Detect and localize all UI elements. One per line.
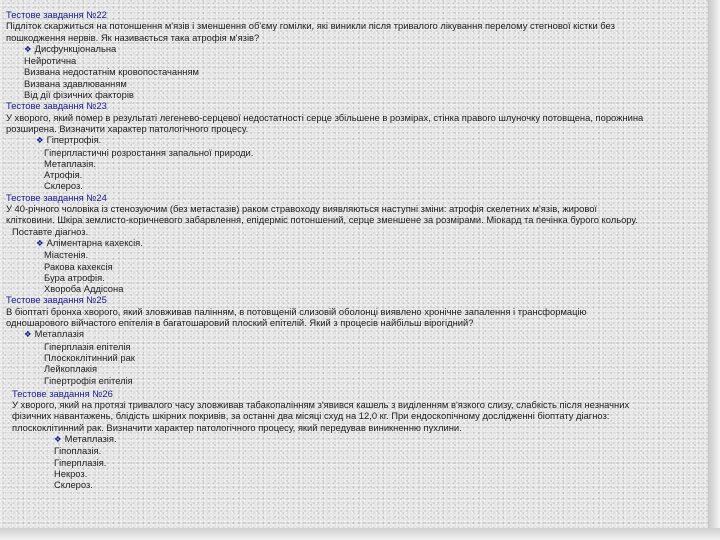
task-26-title: Тестове завдання №26 [12,387,113,399]
task-24-option: Хвороба Аддісона [44,283,124,295]
task-23-option: Гіперпластичні розростання запальної природи. [44,146,254,158]
task-22-option: Визвана здавлюванням [24,77,127,89]
task-22-option: Визвана недостатнім кровопостачанням [24,66,199,78]
test-tasks-content [6,9,702,490]
task-26-option: Гіпоплазія. [54,445,102,457]
diamond-marker-icon: ❖ [36,237,44,248]
task-25-option: Плоскоклітинний рак [44,351,135,363]
diamond-marker-icon: ❖ [24,43,32,54]
task-22-title: Тестове завдання №22 [6,9,107,20]
diamond-marker-icon: ❖ [54,433,62,444]
task-23-option-correct: ❖ Гіпертрофія. [36,134,102,146]
task-22-question-line: пошкодження нервів. Як називається така атрофія м'язів? [6,31,260,43]
task-24-question-line: клітковини. Шкіра землисто-коричневого забарвлення, епідерміс потоншений, серце зменшене за розмірами. Міокард та печінка бурого кольору. [6,214,638,226]
task-22-option: Від дії фізичних факторів [24,89,134,101]
task-26-option: Некроз. [54,467,88,479]
task-23-question-line: У хворого, який помер в результаті легенево-серцевої недостатності серце збільшене в розмірах, стінка правого шлуночку потовщена, порожнина [6,111,644,123]
task-23-option: Метаплазія. [44,157,96,169]
task-25-question-line: одношарового війчастого епітелія в багатошаровий плоский епітелій. Який з процесів найбільш вірогідний? [6,317,474,329]
task-25-option: Гіперплазія епітелія [44,340,131,352]
task-26-question-line: плоскоклітинний рак. Визначити характер патологічного процесу, який передував виникненню пухлини. [12,421,462,433]
task-26-question-line: фізичних навантажень, блідість шкірних покривів, за останні два місяці схуд на 12,0 кг. При ендоскопічному дослідженні біоптату діагноз: [12,410,610,422]
task-24-question-line: Поставте діагноз. [12,225,89,237]
task-26-option-correct: ❖ Метаплазія. [54,432,117,444]
task-22-option: Нейротична [24,55,77,67]
task-24-option: Ракова кахексія [44,260,113,272]
task-22-question-line: Підліток скаржиться на потоншення м'язів і зменшення об'єму гомілки, які виникли після тривалого лікування перелому стегнової кістки без [6,20,615,32]
task-24-option-correct: ❖ Аліментарна кахексія. [36,236,143,248]
task-23-option: Склероз. [44,180,83,192]
task-25-option: Гіпертрофія епітелія [44,374,133,386]
task-26-question-line: У хворого, який на протязі тривалого часу зловживав табакопалінням з'явився кашель з виділенням в'язкого слизу, слабкість після незначних [12,399,630,411]
task-25-option-correct: ❖ Метаплазія [24,328,84,340]
task-23-title: Тестове завдання №23 [6,100,107,112]
task-23-question-line: розширена. Визначити характер патологічного процесу. [6,122,249,134]
diamond-marker-icon: ❖ [24,329,32,340]
task-24-option: Міастенія. [44,249,89,261]
task-26-option: Склероз. [54,479,93,491]
task-24-question-line: У 40-річного чоловіка із стенозуючим (без метастазів) раком стравоходу виявляються наступні зміни: атрофія скелетних м'язів, жирової [6,203,598,215]
task-26-option: Гіперплазія. [54,456,107,468]
diamond-marker-icon: ❖ [36,135,44,146]
task-23-option: Атрофія. [44,169,83,181]
task-24-title: Тестове завдання №24 [6,191,107,203]
task-22-option-correct: ❖ Дисфункціональна [24,42,117,54]
task-24-option: Бура атрофія. [44,271,105,283]
task-25-option: Лейкоплакія [44,363,98,375]
task-25-question-line: В біоптаті бронха хворого, який зловживав палінням, в потовщеній слизовій оболонці виявлено хронічне запалення і трансформацію [6,305,587,317]
page-edge-bottom [0,528,720,540]
task-25-title: Тестове завдання №25 [6,294,107,306]
page-edge-right [708,0,720,540]
